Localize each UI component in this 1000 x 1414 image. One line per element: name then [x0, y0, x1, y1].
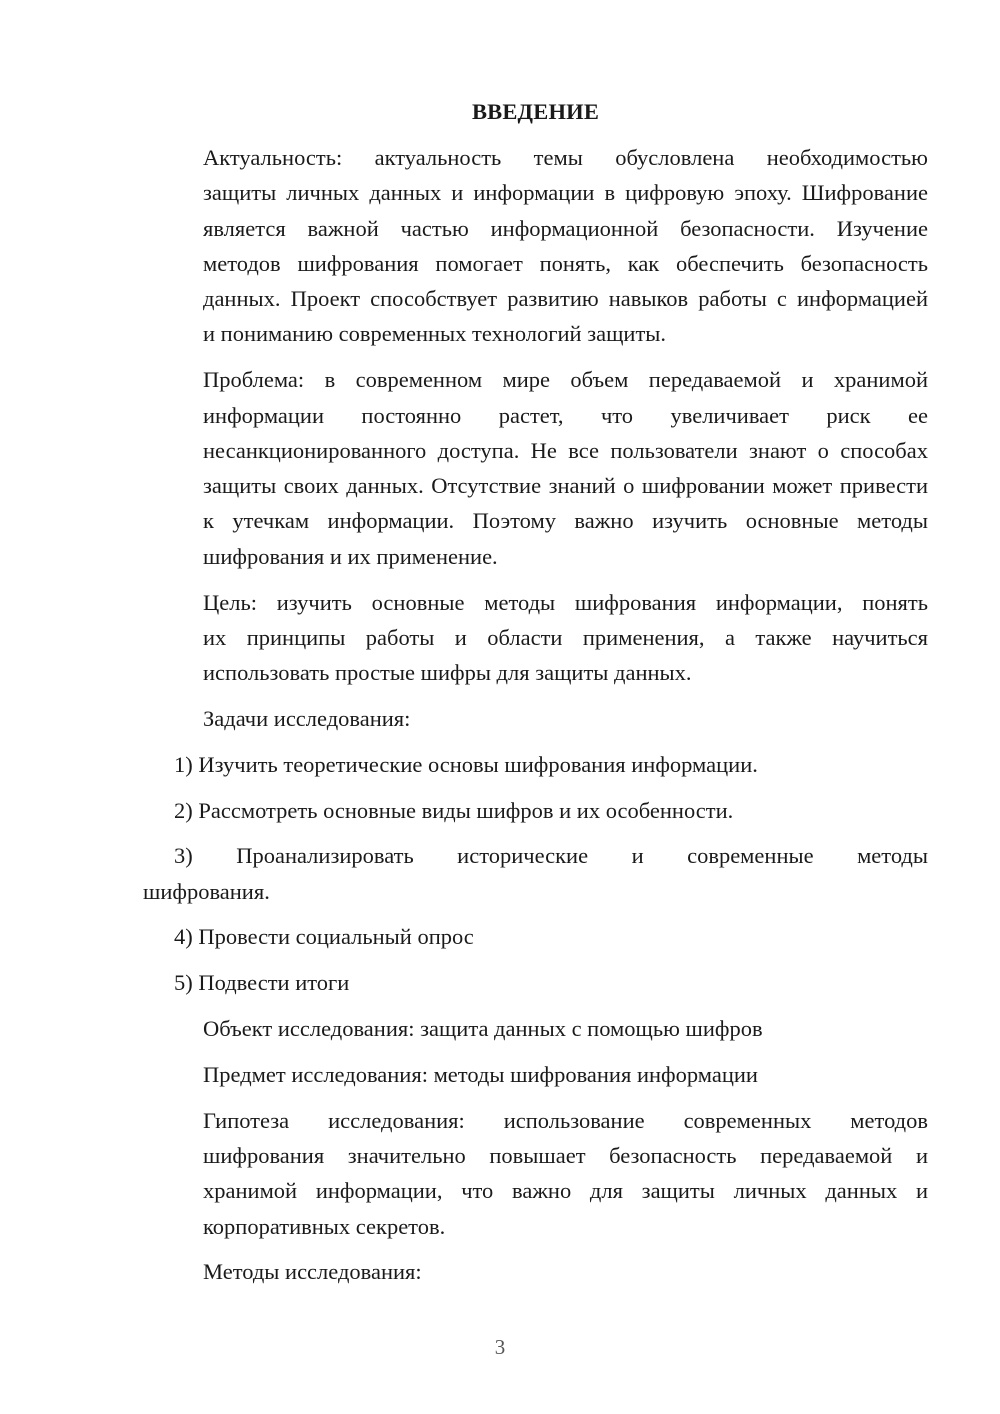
text-line: данных. Проект способствует развитию навыков работы с информацией — [203, 286, 928, 312]
text-line: хранимой информации, что важно для защиты личных данных и — [203, 1178, 928, 1204]
text-line: методов шифрования помогает понять, как обеспечить безопасность — [203, 250, 928, 276]
hypothesis-paragraph — [143, 1103, 928, 1244]
text-line: Проблема: в современном мире объем передаваемой и хранимой — [203, 367, 928, 393]
tasks-heading: Задачи исследования: — [203, 705, 411, 731]
task-item-3 — [143, 838, 928, 909]
text-line: Цель: изучить основные методы шифрования информации, понять — [203, 589, 928, 615]
document-page — [143, 94, 928, 1300]
methods-heading: Методы исследования: — [203, 1259, 422, 1285]
section-title: ВВЕДЕНИЕ — [471, 99, 600, 124]
page-number: 3 — [494, 1335, 506, 1359]
text-line: к утечкам информации. Поэтому важно изучить основные методы — [203, 508, 928, 534]
text-line: шифрования и их применение. — [203, 543, 498, 569]
text-line: защиты своих данных. Отсутствие знаний о шифровании может привести — [203, 473, 928, 499]
text-line: использовать простые шифры для защиты данных. — [203, 660, 692, 686]
text-line: является важной частью информационной безопасности. Изучение — [203, 215, 928, 241]
text-line: и пониманию современных технологий защиты. — [203, 321, 667, 347]
text-line: корпоративных секретов. — [203, 1213, 446, 1239]
text-line: шифрования значительно повышает безопасность передаваемой и — [203, 1142, 928, 1168]
text-line: шифрования. — [143, 878, 270, 904]
task-item-2: 2) Рассмотреть основные виды шифров и их особенности. — [174, 797, 734, 823]
relevance-paragraph — [143, 140, 928, 352]
task-item-5: 5) Подвести итоги — [174, 970, 350, 996]
text-line: Гипотеза исследования: использование современных методов — [203, 1107, 928, 1133]
object-paragraph: Объект исследования: защита данных с помощью шифров — [203, 1016, 763, 1042]
text-line: 3) Проанализировать исторические и современные методы — [174, 843, 928, 869]
task-item-4: 4) Провести социальный опрос — [174, 924, 474, 950]
text-line: несанкционированного доступа. Не все пользователи знают о способах — [203, 437, 928, 463]
text-line: Актуальность: актуальность темы обусловлена необходимостью — [203, 145, 928, 170]
problem-paragraph — [143, 362, 928, 574]
subject-paragraph: Предмет исследования: методы шифрования информации — [203, 1061, 758, 1087]
goal-paragraph — [143, 585, 928, 691]
text-line: защиты личных данных и информации в цифровую эпоху. Шифрование — [203, 180, 928, 206]
text-line: информации постоянно растет, что увеличивает риск ее — [203, 402, 928, 428]
text-line: их принципы работы и области применения, а также научиться — [203, 624, 928, 650]
task-item-1: 1) Изучить теоретические основы шифрования информации. — [174, 751, 758, 777]
